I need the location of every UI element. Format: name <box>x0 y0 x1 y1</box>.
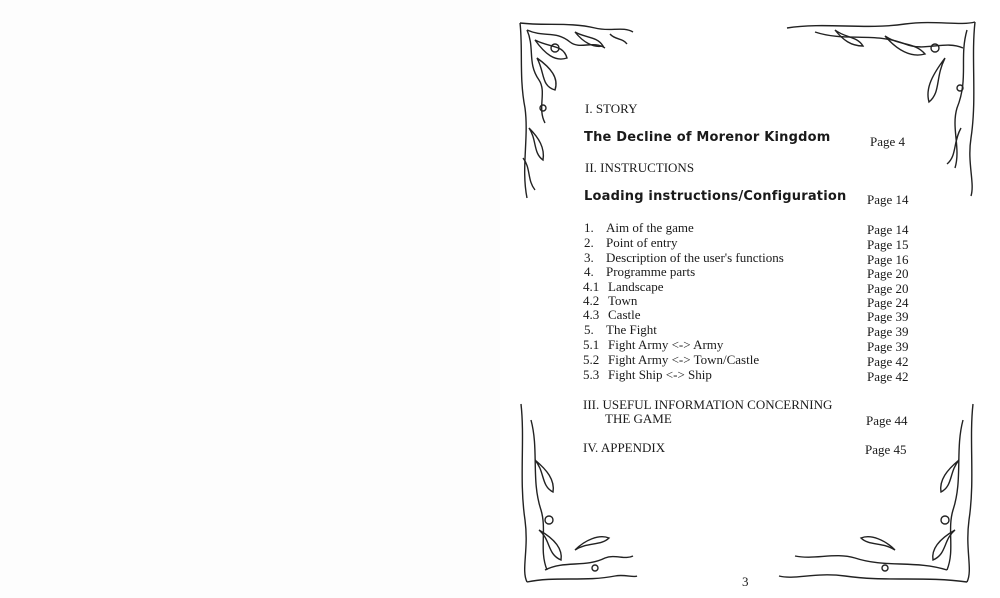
page-number: 3 <box>742 574 749 589</box>
toc-item-page: Page 39 <box>867 324 909 339</box>
toc-item-num: 4.1 <box>583 279 600 294</box>
toc-item-num: 4.3 <box>583 307 600 322</box>
toc-item-page: Page 15 <box>867 237 909 252</box>
toc-item-text: Fight Ship <-> Ship <box>608 367 712 382</box>
toc-item-num: 3. <box>584 250 594 265</box>
toc-item-page: Page 39 <box>867 309 909 324</box>
toc-item-page: Page 16 <box>867 252 909 267</box>
toc-item-text: The Fight <box>606 322 657 337</box>
toc-item-num: 4. <box>584 264 594 279</box>
toc-item-page: Page 42 <box>867 354 909 369</box>
section-useful-info-cont: THE GAME <box>605 411 672 426</box>
decline-page: Page 4 <box>870 134 906 149</box>
section-instructions: II. INSTRUCTIONS <box>585 160 695 175</box>
toc-item-text: Programme parts <box>606 264 696 279</box>
appendix-page: Page 45 <box>865 442 907 457</box>
toc-item-text: Landscape <box>608 279 664 294</box>
toc-item-page: Page 20 <box>867 266 909 281</box>
toc-item-page: Page 14 <box>867 222 909 237</box>
toc-item-page: Page 39 <box>867 339 909 354</box>
toc-item-num: 5.3 <box>583 367 600 382</box>
toc-item-text: Castle <box>608 307 641 322</box>
toc-item-page: Page 24 <box>867 295 909 310</box>
toc-item-page: Page 20 <box>867 281 909 296</box>
toc-item-num: 5. <box>584 322 594 337</box>
toc-item-num: 2. <box>584 235 594 250</box>
toc-item-text: Point of entry <box>606 235 678 250</box>
section-story: I. STORY <box>585 101 638 116</box>
toc-item-page: Page 42 <box>867 369 909 384</box>
toc-item-text: Town <box>608 293 638 308</box>
toc-item-text: Fight Army <-> Army <box>608 337 724 352</box>
loading-page: Page 14 <box>867 192 909 207</box>
section-appendix: IV. APPENDIX <box>583 440 666 455</box>
section-useful-info: III. USEFUL INFORMATION CONCERNING <box>583 397 833 412</box>
toc-item-num: 5.2 <box>583 352 600 367</box>
toc-item-num: 1. <box>584 220 594 235</box>
useful-info-page: Page 44 <box>866 413 908 428</box>
toc-item-num: 4.2 <box>583 293 600 308</box>
decline-heading: The Decline of Morenor Kingdom <box>584 130 831 145</box>
toc-item-num: 5.1 <box>583 337 600 352</box>
loading-heading: Loading instructions/Configuration <box>584 189 847 204</box>
toc-item-text: Description of the user's functions <box>606 250 784 265</box>
toc-item-text: Fight Army <-> Town/Castle <box>608 352 760 367</box>
toc-item-text: Aim of the game <box>606 220 694 235</box>
